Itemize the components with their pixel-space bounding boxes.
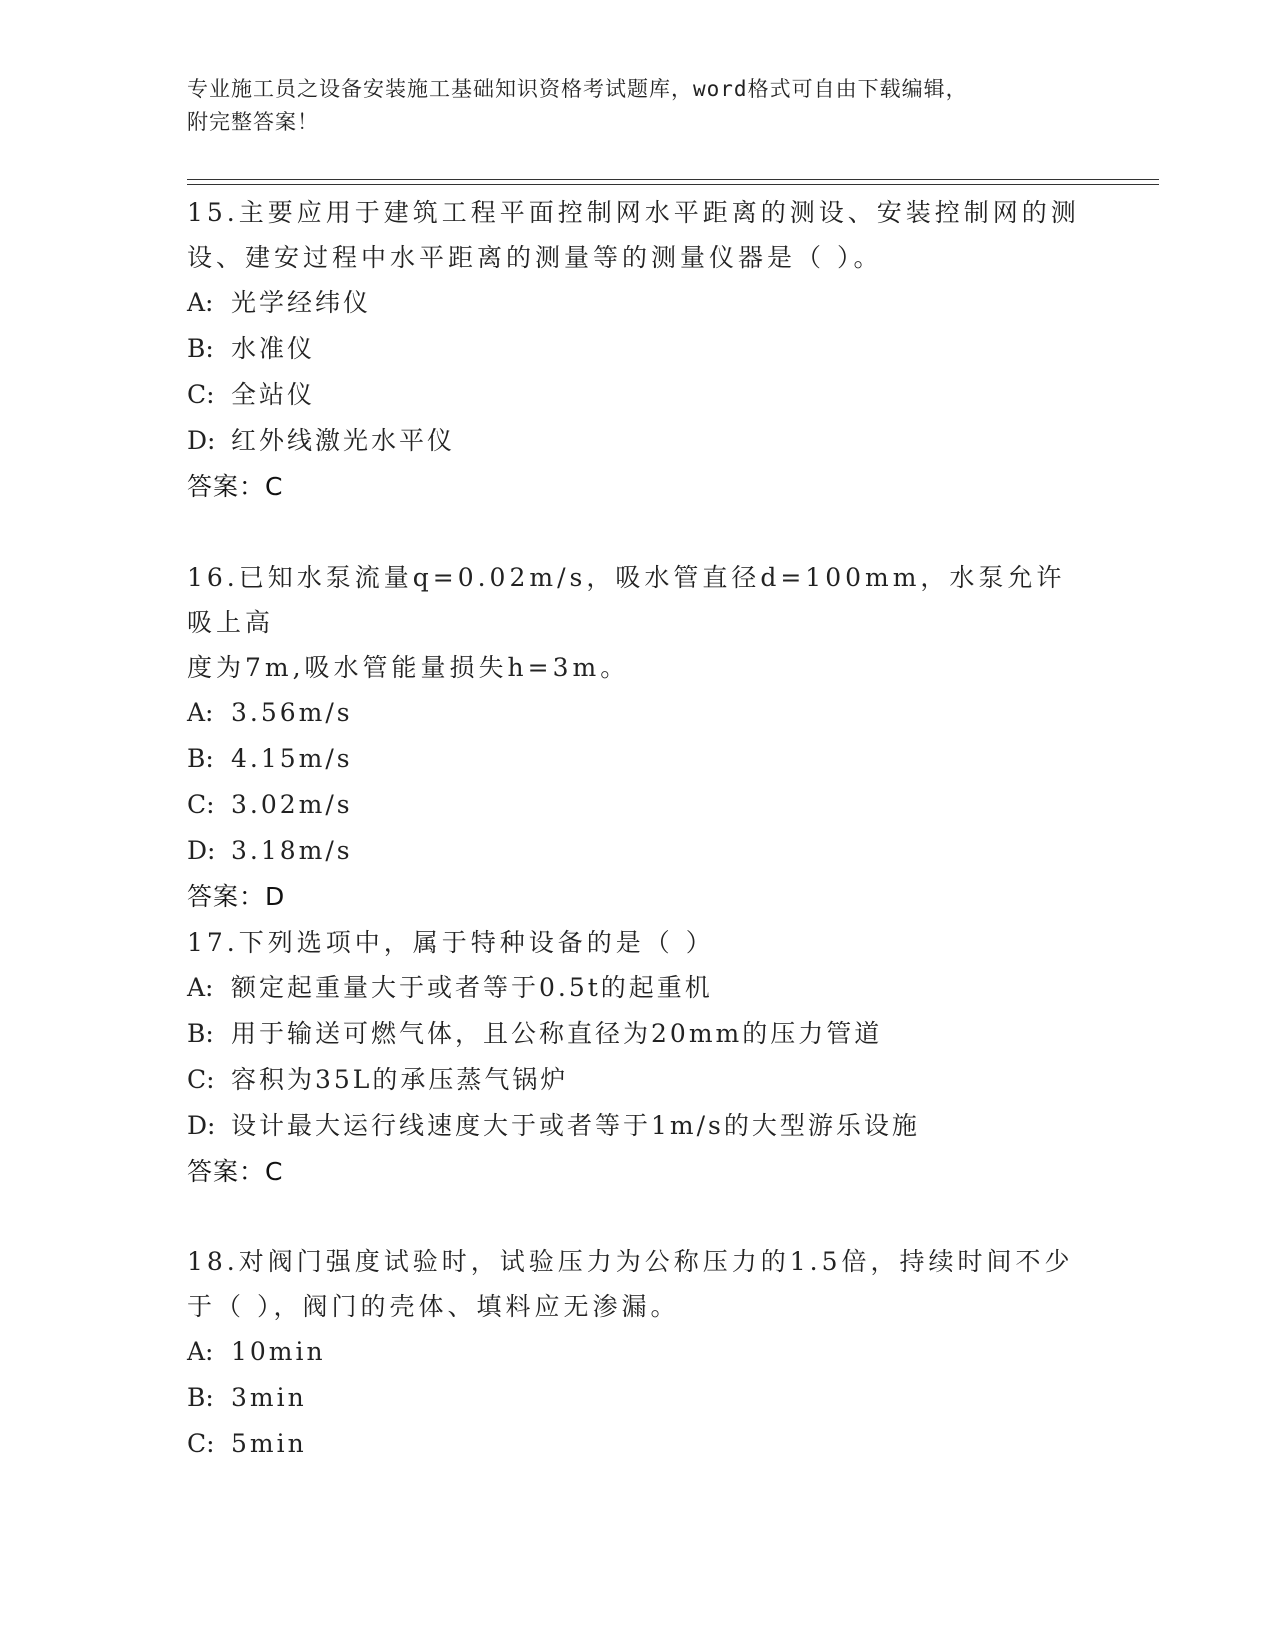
question-16 [187,555,1087,920]
option-text: 3.18m/s [231,836,353,865]
question-17 [187,920,1087,1195]
page-header [187,73,1087,139]
option-label: A: [187,288,214,317]
option-label: D: [187,1111,216,1140]
option-text: 3.02m/s [231,790,353,819]
answer-line [187,464,1087,510]
answer-value: C [265,1157,284,1186]
option-text: 额定起重量大于或者等于0.5t的起重机 [231,973,713,1002]
option-text: 全站仪 [231,380,316,409]
option-a [187,965,1087,1011]
option-label: C: [187,380,215,409]
option-label: C: [187,1065,215,1094]
option-text: 3min [231,1383,307,1412]
option-c [187,782,1087,828]
option-label: D: [187,836,216,865]
question-stem-line-2: 设、建安过程中水平距离的测量等的测量仪器是（ ）。 [187,243,883,272]
option-label: B: [187,1383,214,1412]
question-stem-line-2: 于（ ），阀门的壳体、填料应无渗漏。 [187,1292,680,1321]
option-a [187,690,1087,736]
question-stem-line-1: 17.下列选项中，属于特种设备的是（ ） [187,928,715,957]
option-text: 容积为35L的承压蒸气锅炉 [231,1065,569,1094]
question-stem-line-2: 度为7m,吸水管能量损失h=3m。 [187,653,630,682]
option-d [187,828,1087,874]
option-label: B: [187,744,214,773]
option-c [187,1057,1087,1103]
option-label: C: [187,1429,215,1458]
option-c [187,372,1087,418]
option-label: A: [187,973,214,1002]
question-stem-line-1: 15.主要应用于建筑工程平面控制网水平距离的测设、安装控制网的测 [187,198,1080,227]
option-label: B: [187,334,214,363]
option-b [187,326,1087,372]
header-divider-top [187,179,1159,180]
option-c [187,1421,1087,1467]
option-text: 水准仪 [231,334,316,363]
option-b [187,1375,1087,1421]
option-text: 5min [231,1429,307,1458]
option-text: 用于输送可燃气体，且公称直径为20mm的压力管道 [231,1019,883,1048]
question-stem-line-1: 18.对阀门强度试验时，试验压力为公称压力的1.5倍，持续时间不少 [187,1247,1074,1276]
option-d [187,1103,1087,1149]
question-18 [187,1239,1087,1467]
option-label: A: [187,698,214,727]
option-text: 3.56m/s [231,698,353,727]
option-a [187,1329,1087,1375]
option-text: 红外线激光水平仪 [231,426,456,455]
header-divider-bottom [187,184,1159,185]
header-line-1: 专业施工员之设备安装施工基础知识资格考试题库，word格式可自由下载编辑， [187,77,968,101]
option-label: D: [187,426,216,455]
question-stem-line-1: 16.已知水泵流量q=0.02m/s，吸水管直径d=100mm，水泵允许吸上高 [187,563,1066,637]
option-label: C: [187,790,215,819]
answer-line [187,1149,1087,1195]
answer-prefix: 答案： [187,882,266,911]
question-15 [187,190,1087,510]
option-b [187,1011,1087,1057]
answer-prefix: 答案： [187,472,266,501]
answer-line [187,874,1087,920]
option-text: 4.15m/s [231,744,353,773]
option-text: 设计最大运行线速度大于或者等于1m/s的大型游乐设施 [231,1111,920,1140]
option-label: B: [187,1019,214,1048]
answer-value: C [265,472,284,501]
option-b [187,736,1087,782]
answer-prefix: 答案： [187,1157,266,1186]
option-d [187,418,1087,464]
option-label: A: [187,1337,214,1366]
header-line-2: 附完整答案！ [187,110,319,134]
option-text: 光学经纬仪 [231,288,372,317]
option-text: 10min [231,1337,326,1366]
option-a [187,280,1087,326]
answer-value: D [265,882,286,911]
